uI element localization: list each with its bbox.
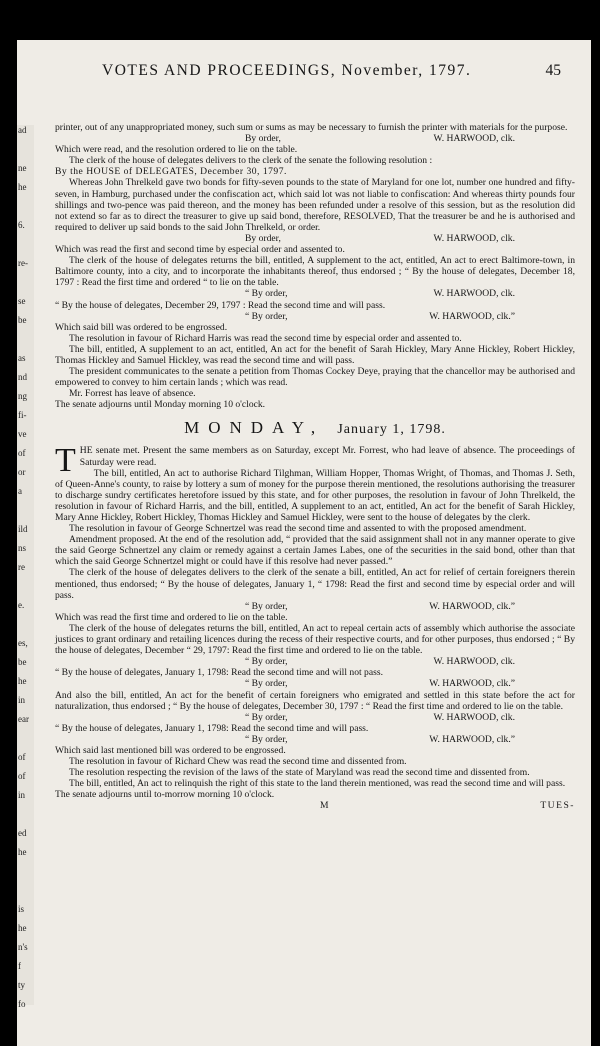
margin-fragment: as bbox=[18, 353, 26, 363]
margin-fragment: e. bbox=[18, 600, 25, 610]
paragraph: The clerk of the house of delegates delivers to the clerk of the senate a bill, entitled, An act for relief of certain foreigners therein mentioned, thus endorsed; “ By the house of delegates, January 1, “ 1798: Read the first and second time by especial order and will pass. bbox=[55, 567, 575, 601]
margin-fragment: he bbox=[18, 923, 27, 933]
signature-line bbox=[55, 233, 575, 244]
signature-line bbox=[55, 712, 575, 723]
paragraph: The resolution in favour of Richard Chew was read the second time and dissented from. bbox=[69, 756, 407, 768]
margin-fragment: 6. bbox=[18, 220, 25, 230]
paragraph: The bill, entitled, An act to authorise Richard Tilghman, William Hopper, Thomas Wright, of Thomas, and Thomas J. Seth, of Queen-Anne's county, to raise by lottery a sum of money for the purpose therein mentioned, the resolutions authorising the treasurer to discharge sundry certificates heretofore issued by this state, and for other purposes, the resolution in favour of John Threlkeld, the resolution in favour of Richard Harris, and the bill, entitled, A supplement to an act, entitled, An act for the benefit of Sarah Hickley, Mary Anne Hickley, Robert Hickley, Thomas Hickley and Samuel Hickley, were sent to the house of delegates by the clerk. bbox=[55, 467, 575, 523]
margin-fragment: re bbox=[18, 562, 25, 572]
facing-page-margin bbox=[17, 125, 34, 1009]
margin-fragment: of bbox=[18, 448, 26, 458]
signature-line bbox=[55, 601, 575, 612]
margin-fragment: he bbox=[18, 847, 27, 857]
margin-fragment: he bbox=[18, 182, 27, 192]
document-page bbox=[17, 40, 591, 1046]
signature-line bbox=[55, 734, 575, 745]
margin-fragment: ng bbox=[18, 391, 27, 401]
signature-line bbox=[55, 656, 575, 667]
margin-fragment: re- bbox=[18, 258, 28, 268]
signature-name: W. HARWOOD, clk. bbox=[433, 133, 515, 145]
margin-fragment: es, bbox=[18, 638, 28, 648]
signature-name: W. HARWOOD, clk.” bbox=[429, 678, 515, 690]
signature-line bbox=[55, 288, 575, 299]
paragraph: “ By the house of delegates, December 29, 1797 : Read the second time and will pass. bbox=[55, 299, 386, 311]
margin-fragment: of bbox=[18, 752, 26, 762]
margin-fragment: or bbox=[18, 467, 26, 477]
paragraph: Mr. Forrest has leave of absence. bbox=[69, 388, 196, 400]
margin-fragment: is bbox=[18, 904, 25, 914]
margin-fragment: ty bbox=[18, 980, 26, 990]
paragraph: Which said bill was ordered to be engrossed. bbox=[55, 321, 228, 333]
signature-line bbox=[55, 311, 575, 322]
margin-fragment: ed bbox=[18, 828, 27, 838]
day-date: January 1, 1798. bbox=[337, 422, 446, 438]
paragraph: The clerk of the house of delegates delivers to the clerk of the senate the following resolution : bbox=[69, 155, 433, 167]
margin-fragment: ild bbox=[18, 524, 28, 534]
paragraph: The resolution in favour of Richard Harris was read the second time by especial order and assented to. bbox=[69, 332, 462, 344]
margin-fragment: in bbox=[18, 790, 26, 800]
signature-by: By order, bbox=[245, 133, 281, 145]
signature-name: W. HARWOOD, clk. bbox=[433, 711, 515, 723]
margin-fragment: f bbox=[18, 961, 21, 971]
paragraph: The bill, entitled, A supplement to an act, entitled, An act for the benefit of Sarah Hickley, Mary Anne Hickley, Robert Hickley, Thomas Hickley and Samuel Hickley, was read the second time and will pass. bbox=[55, 343, 575, 366]
paragraph: Whereas John Threlkeld gave two bonds for fifty-seven pounds to the state of Maryland for one lot, number one hundred and fifty-seven, in Hamburg, purchased under the confiscation act, which said lot was not liable to confiscation: And whereas thirty pounds four shillings and two-pence was paid thereon, and the money has been refunded under a resolve of this session, but as the resolution did not extend so far as to direct the treasurer to give up said bond, therefore, RESOLVED, That the treasurer be and he is authorised and required to deliver up said bonds to the said John Threlkeld, or order. bbox=[55, 177, 575, 233]
margin-fragment: of bbox=[18, 771, 26, 781]
page-body bbox=[55, 122, 575, 812]
paragraph: Which was read the first time and ordered to lie on the table. bbox=[55, 611, 288, 623]
margin-fragment: a bbox=[18, 486, 22, 496]
margin-fragment: he bbox=[18, 676, 27, 686]
signature-by: “ By order, bbox=[245, 600, 288, 612]
margin-fragment: ne bbox=[18, 163, 27, 173]
paragraph: The president communicates to the senate a petition from Thomas Cockey Deye, praying that the chancellor may be authorised and empowered to convey to him certain lands ; which was read. bbox=[55, 366, 575, 389]
paragraph: The resolution respecting the revision of the laws of the state of Maryland was read the second time and dissented from. bbox=[69, 767, 530, 779]
paragraph: The clerk of the house of delegates returns the bill, entitled, A supplement to the act, entitled, An act to erect Baltimore-town, in Baltimore county, into a city, and to incorporate the inhabitants thereof, thus endorsed ; “ By the house of delegates, December 18, 1797 : Read the first time and ordered “ to lie on the table. bbox=[55, 255, 575, 289]
signature-by: “ By order, bbox=[245, 310, 288, 322]
paragraph: “ By the house of delegates, January 1, 1798: Read the second time and will not pass. bbox=[55, 667, 383, 679]
signature-by: By order, bbox=[245, 232, 281, 244]
paragraph: Which said last mentioned bill was ordered to be engrossed. bbox=[55, 744, 286, 756]
adjournment-line: The senate adjourns until Monday morning 10 o'clock. bbox=[55, 399, 266, 411]
margin-fragment: in bbox=[18, 695, 26, 705]
margin-fragment: ear bbox=[18, 714, 29, 724]
running-head bbox=[102, 62, 561, 82]
signature-by: “ By order, bbox=[245, 288, 288, 300]
paragraph-text: HE senate met. Present the same members as on Saturday, except Mr. Forrest, who had leave of absence. The proceedings of Saturday were read. bbox=[79, 445, 575, 468]
catchword: TUES- bbox=[540, 800, 575, 812]
paragraph: And also the bill, entitled, An act for the benefit of certain foreigners who emigrated and settled in this state before the act for naturalization, thus endorsed ; “ By the house of delegates, December 30, 1797 : “ Read the first time and ordered to lie on the table. bbox=[55, 689, 575, 712]
paragraph: The bill, entitled, An act to relinquish the right of this state to the land therein mentioned, was read the second time and will pass. bbox=[69, 778, 566, 790]
paragraph: “ By the house of delegates, January 1, 1798: Read the second time and will pass. bbox=[55, 722, 369, 734]
signature-name: W. HARWOOD, clk. bbox=[433, 232, 515, 244]
signature-mark: M bbox=[320, 800, 329, 812]
margin-fragment: ns bbox=[18, 543, 27, 553]
paragraph: The clerk of the house of delegates returns the bill, entitled, An act to repeal certain acts of assembly which authorise the associate justices to grant ordinary and retailing licences during the recess of their respective courts, and for other purposes, thus endorsed ; “ By the house of delegates, December “ 29, 1797: Read the first time and ordered to lie on the table. bbox=[55, 622, 575, 657]
page-number: 45 bbox=[545, 62, 561, 79]
signature-by: “ By order, bbox=[245, 678, 288, 690]
paragraph: printer, out of any unappropriated money, such sum or sums as may be necessary to furnish the printer with materials for the purpose. bbox=[55, 122, 568, 133]
margin-fragment: se bbox=[18, 296, 26, 306]
day-name: MONDAY, bbox=[184, 418, 325, 438]
margin-fragment: be bbox=[18, 657, 27, 667]
signature-by: “ By order, bbox=[245, 733, 288, 745]
paragraph: Which were read, and the resolution ordered to lie on the table. bbox=[55, 144, 298, 156]
signature-name: W. HARWOOD, clk.” bbox=[429, 310, 515, 322]
margin-fragment: nd bbox=[18, 372, 27, 382]
paragraph: Which was read the first and second time by especial order and assented to. bbox=[55, 244, 345, 256]
signature-by: “ By order, bbox=[245, 711, 288, 723]
margin-fragment: n's bbox=[18, 942, 28, 952]
signature-by: “ By order, bbox=[245, 656, 288, 668]
margin-fragment: ad bbox=[18, 125, 27, 135]
margin-fragment: fo bbox=[18, 999, 26, 1009]
drop-cap: T bbox=[55, 442, 76, 480]
page-footer bbox=[55, 800, 575, 811]
resolution-heading: By the HOUSE of DELEGATES, December 30, 1797. bbox=[55, 166, 287, 178]
margin-fragment: be bbox=[18, 315, 27, 325]
signature-line bbox=[55, 133, 575, 144]
paragraph bbox=[55, 442, 575, 480]
adjournment-line: The senate adjourns until to-morrow morning 10 o'clock. bbox=[55, 789, 275, 801]
paragraph: Amendment proposed. At the end of the resolution add, “ provided that the said assignment shall not in any manner operate to give the said George Schnertzel any claim or remedy against a certain James Labes, one of the securities in the said bond, other than that which the said George Schnertzel might or could have if this resolve had never passed.” bbox=[55, 534, 575, 568]
day-heading bbox=[55, 417, 575, 441]
paragraph: The resolution in favour of George Schnertzel was read the second time and assented to with the proposed amendment. bbox=[69, 523, 527, 535]
signature-name: W. HARWOOD, clk. bbox=[433, 288, 515, 300]
signature-line bbox=[55, 678, 575, 689]
signature-name: W. HARWOOD, clk.” bbox=[429, 600, 515, 612]
margin-fragment: fi- bbox=[18, 410, 27, 420]
signature-name: W. HARWOOD, clk.” bbox=[429, 733, 515, 745]
signature-name: W. HARWOOD, clk. bbox=[433, 656, 515, 668]
margin-fragment: ve bbox=[18, 429, 27, 439]
running-head-title: VOTES AND PROCEEDINGS, November, 1797. bbox=[102, 62, 472, 79]
